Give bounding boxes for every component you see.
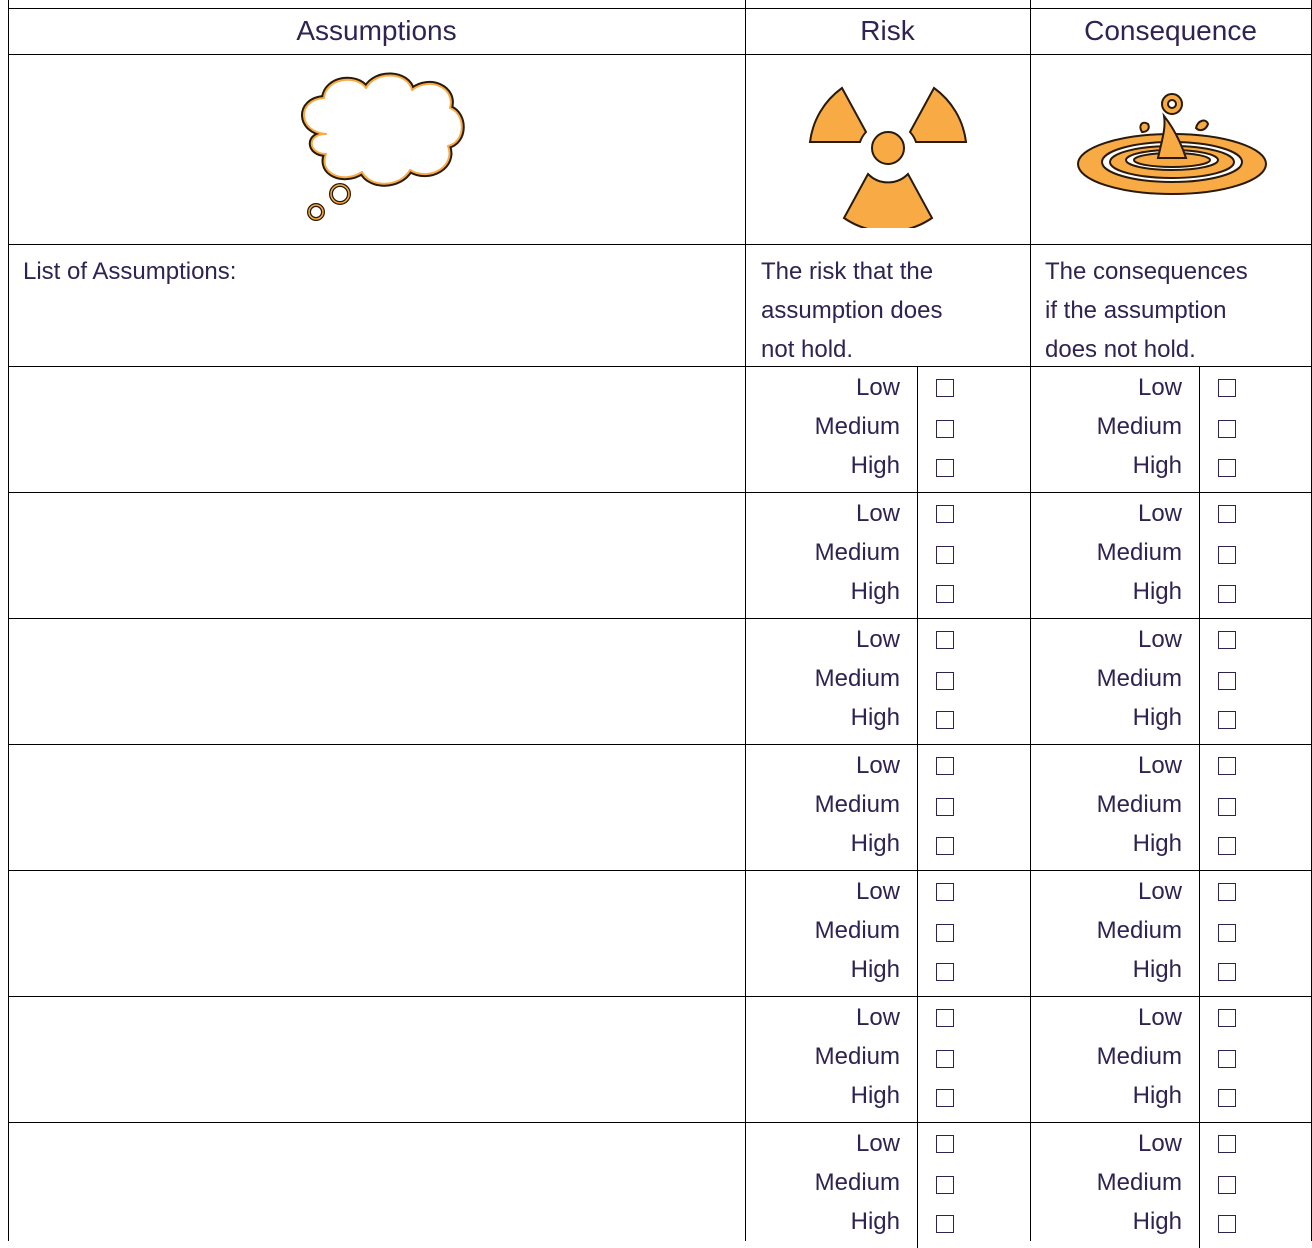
risk-level-label: High	[850, 830, 900, 857]
risk-high-checkbox[interactable]	[936, 585, 954, 603]
consequence-medium-checkbox[interactable]	[1218, 672, 1236, 690]
risk-level-label: Medium	[814, 791, 900, 818]
risk-level-label: Low	[855, 878, 900, 905]
consequence-level-label: Medium	[1096, 791, 1182, 818]
consequence-level-label: High	[1132, 578, 1182, 605]
risk-level-label: Low	[855, 500, 900, 527]
risk-high-checkbox[interactable]	[936, 1089, 954, 1107]
consequence-low-checkbox[interactable]	[1218, 379, 1236, 397]
risk-low-checkbox[interactable]	[936, 883, 954, 901]
consequence-high-checkbox[interactable]	[1218, 459, 1236, 477]
assumption-input-cell[interactable]	[9, 1123, 744, 1248]
consequence-low-checkbox[interactable]	[1218, 505, 1236, 523]
consequence-low-checkbox[interactable]	[1218, 1135, 1236, 1153]
risk-level-label: Medium	[814, 665, 900, 692]
risk-level-label: Medium	[814, 539, 900, 566]
consequence-medium-checkbox[interactable]	[1218, 924, 1236, 942]
assumption-input-cell[interactable]	[9, 493, 744, 618]
consequence-level-label: Medium	[1096, 413, 1182, 440]
risk-medium-checkbox[interactable]	[936, 420, 954, 438]
risk-level-label: High	[850, 1082, 900, 1109]
consequence-header: Consequence	[1084, 15, 1257, 46]
risk-level-divider	[917, 493, 918, 618]
risk-level-label: Low	[855, 752, 900, 779]
risk-level-label: Low	[855, 626, 900, 653]
consequence-level-divider	[1199, 871, 1200, 996]
assumption-input-cell[interactable]	[9, 619, 744, 744]
risk-high-checkbox[interactable]	[936, 459, 954, 477]
consequence-description-line: if the assumption	[1045, 297, 1227, 324]
consequence-level-divider	[1199, 745, 1200, 870]
risk-level-divider	[917, 997, 918, 1122]
consequence-medium-checkbox[interactable]	[1218, 420, 1236, 438]
risk-level-label: Low	[855, 1130, 900, 1157]
consequence-level-label: Low	[1137, 626, 1182, 653]
risk-level-label: Medium	[814, 1169, 900, 1196]
risk-level-divider	[917, 619, 918, 744]
assumptions-header: Assumptions	[296, 15, 457, 46]
consequence-level-label: Low	[1137, 878, 1182, 905]
consequence-level-divider	[1199, 367, 1200, 492]
risk-level-divider	[917, 745, 918, 870]
risk-medium-checkbox[interactable]	[936, 546, 954, 564]
risk-level-label: High	[850, 578, 900, 605]
risk-level-label: High	[850, 956, 900, 983]
assumption-input-cell[interactable]	[9, 997, 744, 1122]
risk-level-label: High	[850, 1208, 900, 1235]
assumption-input-cell[interactable]	[9, 871, 744, 996]
risk-level-label: Medium	[814, 917, 900, 944]
consequence-level-label: Low	[1137, 374, 1182, 401]
risk-low-checkbox[interactable]	[936, 631, 954, 649]
radiation-icon	[808, 78, 968, 228]
risk-high-checkbox[interactable]	[936, 1215, 954, 1233]
risk-low-checkbox[interactable]	[936, 1009, 954, 1027]
consequence-level-label: High	[1132, 830, 1182, 857]
consequence-low-checkbox[interactable]	[1218, 883, 1236, 901]
risk-medium-checkbox[interactable]	[936, 924, 954, 942]
consequence-level-divider	[1199, 997, 1200, 1122]
risk-level-label: Medium	[814, 1043, 900, 1070]
risk-medium-checkbox[interactable]	[936, 798, 954, 816]
water-drop-ripple-icon	[1072, 82, 1272, 202]
consequence-low-checkbox[interactable]	[1218, 757, 1236, 775]
risk-level-label: Medium	[814, 413, 900, 440]
risk-low-checkbox[interactable]	[936, 1135, 954, 1153]
risk-level-divider	[917, 367, 918, 492]
consequence-level-label: High	[1132, 956, 1182, 983]
assumptions-description: List of Assumptions:	[23, 258, 237, 285]
consequence-description-line: The consequences	[1045, 258, 1248, 285]
assumption-input-cell[interactable]	[9, 367, 744, 492]
consequence-low-checkbox[interactable]	[1218, 1009, 1236, 1027]
row-divider	[8, 244, 1312, 245]
consequence-high-checkbox[interactable]	[1218, 1215, 1236, 1233]
risk-level-label: Low	[855, 1004, 900, 1031]
risk-description-line: The risk that the	[761, 258, 934, 285]
consequence-level-label: High	[1132, 1082, 1182, 1109]
risk-description	[761, 252, 1021, 369]
consequence-level-label: Medium	[1096, 539, 1182, 566]
risk-medium-checkbox[interactable]	[936, 672, 954, 690]
consequence-high-checkbox[interactable]	[1218, 711, 1236, 729]
consequence-medium-checkbox[interactable]	[1218, 546, 1236, 564]
consequence-description-line: does not hold.	[1045, 336, 1196, 363]
consequence-level-label: Medium	[1096, 1043, 1182, 1070]
risk-low-checkbox[interactable]	[936, 505, 954, 523]
thought-bubble-icon	[290, 70, 470, 230]
consequence-high-checkbox[interactable]	[1218, 837, 1236, 855]
consequence-medium-checkbox[interactable]	[1218, 1176, 1236, 1194]
risk-high-checkbox[interactable]	[936, 711, 954, 729]
risk-description-line: assumption does	[761, 297, 943, 324]
consequence-high-checkbox[interactable]	[1218, 585, 1236, 603]
risk-low-checkbox[interactable]	[936, 379, 954, 397]
consequence-level-divider	[1199, 493, 1200, 618]
risk-level-divider	[917, 871, 918, 996]
risk-medium-checkbox[interactable]	[936, 1176, 954, 1194]
consequence-medium-checkbox[interactable]	[1218, 798, 1236, 816]
risk-low-checkbox[interactable]	[936, 757, 954, 775]
risk-description-line: not hold.	[761, 336, 854, 363]
consequence-level-label: Medium	[1096, 917, 1182, 944]
risk-high-checkbox[interactable]	[936, 837, 954, 855]
consequence-description	[1045, 252, 1307, 369]
consequence-level-divider	[1199, 619, 1200, 744]
consequence-medium-checkbox[interactable]	[1218, 1050, 1236, 1068]
consequence-level-label: High	[1132, 452, 1182, 479]
consequence-low-checkbox[interactable]	[1218, 631, 1236, 649]
consequence-high-checkbox[interactable]	[1218, 963, 1236, 981]
risk-level-label: High	[850, 704, 900, 731]
risk-level-label: High	[850, 452, 900, 479]
risk-medium-checkbox[interactable]	[936, 1050, 954, 1068]
consequence-level-label: Low	[1137, 500, 1182, 527]
consequence-level-divider	[1199, 1123, 1200, 1248]
risk-level-divider	[917, 1123, 918, 1248]
risk-header: Risk	[860, 15, 915, 46]
consequence-level-label: Low	[1137, 752, 1182, 779]
consequence-level-label: Low	[1137, 1130, 1182, 1157]
row-divider	[8, 54, 1312, 55]
assumption-input-cell[interactable]	[9, 745, 744, 870]
consequence-level-label: High	[1132, 704, 1182, 731]
consequence-level-label: High	[1132, 1208, 1182, 1235]
consequence-level-label: Medium	[1096, 1169, 1182, 1196]
risk-high-checkbox[interactable]	[936, 963, 954, 981]
consequence-level-label: Low	[1137, 1004, 1182, 1031]
risk-level-label: Low	[855, 374, 900, 401]
consequence-level-label: Medium	[1096, 665, 1182, 692]
consequence-high-checkbox[interactable]	[1218, 1089, 1236, 1107]
